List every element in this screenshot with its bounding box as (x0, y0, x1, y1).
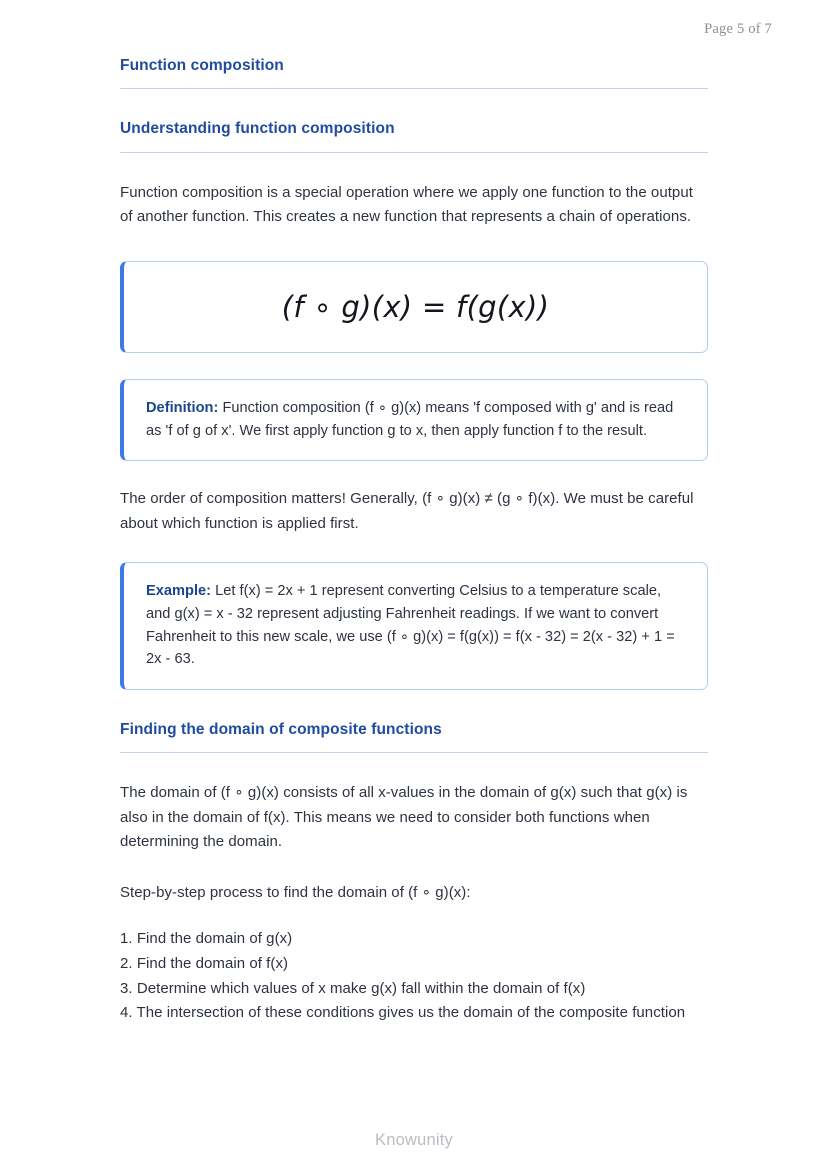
list-item: 4. The intersection of these conditions gives us the domain of the composite function (120, 1004, 686, 1022)
definition-body: Function composition (f ∘ g)(x) means 'f composed with g' and is read as 'f of g of x'. We first apply function g to x, then apply function f to the result. (146, 399, 674, 439)
list-item: 3. Determine which values of x make g(x) fall within the domain of f(x) (120, 979, 586, 997)
footer-watermark: Knowunity (375, 1131, 453, 1149)
definition-label: Definition: (146, 399, 219, 416)
example-label: Example: (146, 583, 212, 600)
page-number: Page 5 of 7 (704, 21, 772, 37)
page-title: Function composition (120, 56, 708, 89)
steps-list (120, 927, 708, 1025)
definition-text (146, 397, 687, 442)
section-heading-understanding: Understanding function composition (120, 119, 708, 152)
example-text (146, 580, 687, 670)
paragraph-intro: Function composition is a special operation where we apply one function to the output of another function. This creates a new function that represents a chain of operations. (120, 183, 693, 226)
paragraph-steps-lead: Step-by-step process to find the domain of (f ∘ g)(x): (120, 883, 471, 901)
list-item: 1. Find the domain of g(x) (120, 930, 293, 948)
example-body: Let f(x) = 2x + 1 represent converting Celsius to a temperature scale, and g(x) = x - 32 represent adjusting Fahrenheit readings. If we want to convert Fahrenheit to this new scale, we use (f ∘ g)(x) = f(g(x)) = f(x - 32) = 2(x - 32) + 1 = 2x - 63. (146, 583, 675, 668)
paragraph-domain-intro: The domain of (f ∘ g)(x) consists of all x-values in the domain of g(x) such that g(x) is also in the domain of f(x). This means we need to consider both functions when determining the domain. (120, 784, 688, 851)
list-item: 2. Find the domain of f(x) (120, 955, 289, 973)
composition-formula: (f ∘ g)(x) = f(g(x)) (281, 289, 550, 324)
section-heading-domain: Finding the domain of composite functions (120, 720, 708, 753)
definition-callout (120, 379, 708, 461)
content-column (120, 56, 708, 1026)
paragraph-order-matters: The order of composition matters! Generally, (f ∘ g)(x) ≠ (g ∘ f)(x). We must be careful about which function is applied first. (120, 490, 694, 532)
example-callout (120, 562, 708, 689)
formula-box (120, 261, 708, 353)
